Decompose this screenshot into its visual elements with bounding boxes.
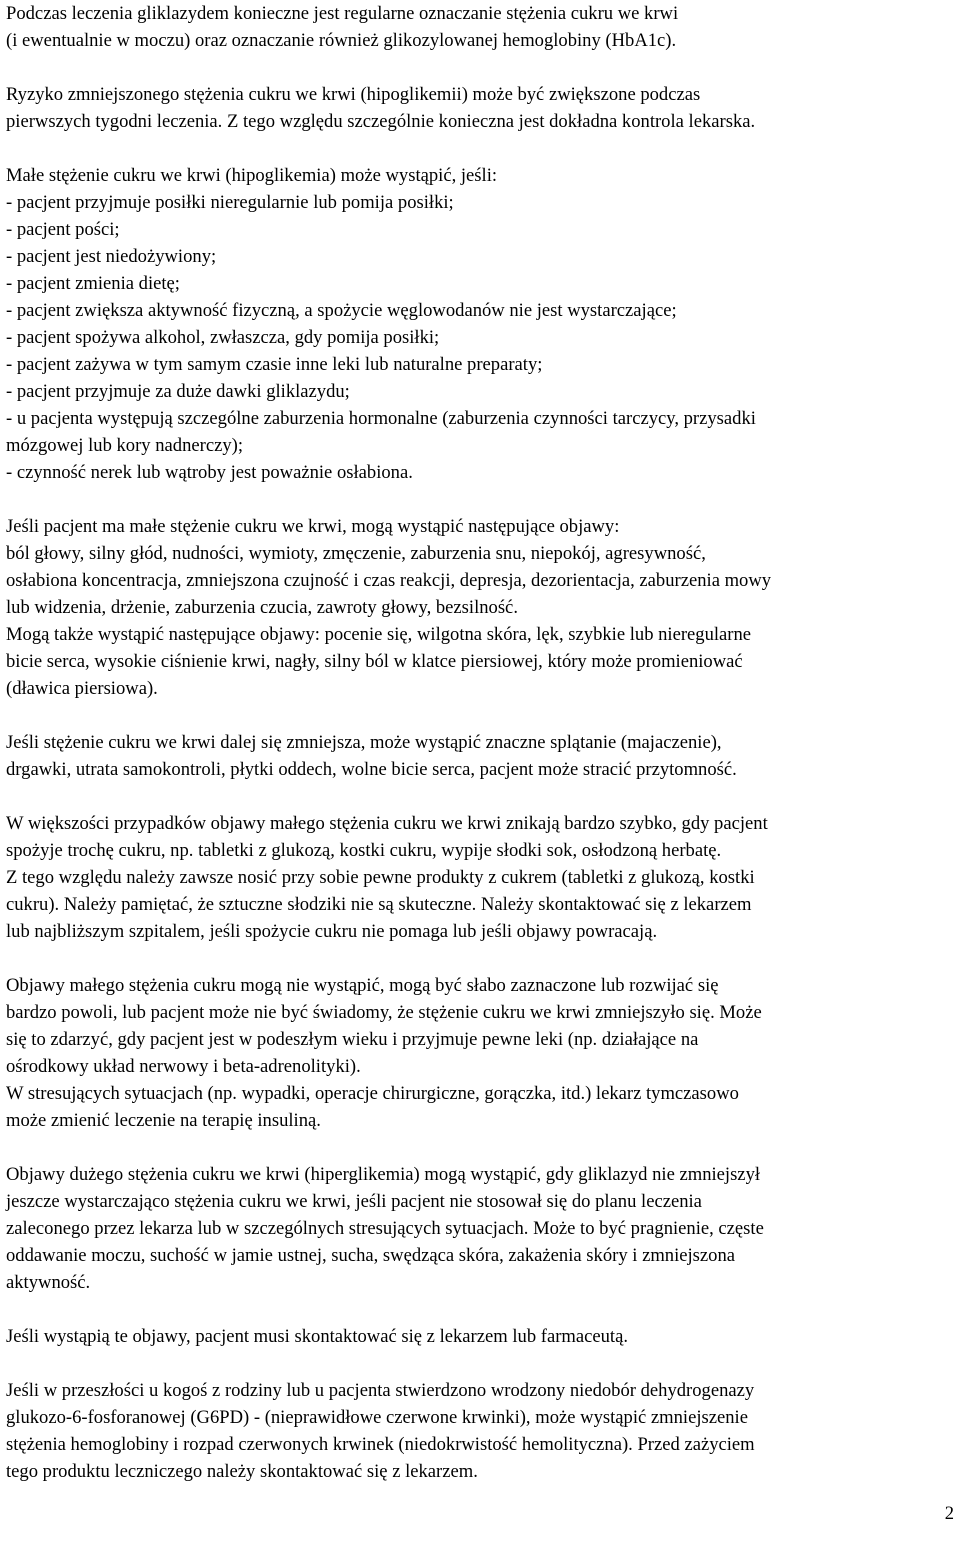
paragraph bbox=[6, 1323, 954, 1350]
text-line: może zmienić leczenie na terapię insuliną. bbox=[6, 1110, 321, 1131]
paragraph bbox=[6, 1377, 954, 1485]
text-line: stężenia hemoglobiny i rozpad czerwonych krwinek (niedokrwistość hemolityczna). Przed zażyciem bbox=[6, 1434, 755, 1455]
text-line: lub najbliższym szpitalem, jeśli spożycie cukru nie pomaga lub jeśli objawy powracają. bbox=[6, 921, 658, 942]
text-line: osłabiona koncentracja, zmniejszona czujność i czas reakcji, depresja, dezorientacja, zaburzenia mowy bbox=[6, 570, 772, 591]
text-line: Jeśli wystąpią te objawy, pacjent musi skontaktować się z lekarzem lub farmaceutą. bbox=[6, 1326, 628, 1347]
paragraph bbox=[6, 729, 954, 783]
paragraph bbox=[6, 0, 954, 54]
text-line: W stresujących sytuacjach (np. wypadki, operacje chirurgiczne, gorączka, itd.) lekarz tymczasowo bbox=[6, 1083, 739, 1104]
text-line: W większości przypadków objawy małego stężenia cukru we krwi znikają bardzo szybko, gdy pacjent bbox=[6, 813, 768, 834]
text-line: bicie serca, wysokie ciśnienie krwi, nagły, silny ból w klatce piersiowej, który może promieniować bbox=[6, 651, 743, 672]
text-line: - pacjent pości; bbox=[6, 219, 120, 240]
paragraph bbox=[6, 810, 954, 945]
text-line: (i ewentualnie w moczu) oraz oznaczanie również glikozylowanej hemoglobiny (HbA1c). bbox=[6, 30, 677, 51]
paragraph bbox=[6, 162, 954, 486]
text-line: - pacjent przyjmuje za duże dawki gliklazydu; bbox=[6, 381, 350, 402]
text-line: Jeśli stężenie cukru we krwi dalej się zmniejsza, może wystąpić znaczne splątanie (majaczenie), bbox=[6, 732, 722, 753]
paragraph bbox=[6, 513, 954, 702]
text-line: - pacjent przyjmuje posiłki nieregularnie lub pomija posiłki; bbox=[6, 192, 454, 213]
text-line: Z tego względu należy zawsze nosić przy sobie pewne produkty z cukrem (tabletki z glukozą, kostki bbox=[6, 867, 755, 888]
paragraph bbox=[6, 81, 954, 135]
text-line: oddawanie moczu, suchość w jamie ustnej, sucha, swędząca skóra, zakażenia skóry i zmniejszona bbox=[6, 1245, 736, 1266]
text-line: zaleconego przez lekarza lub w szczególnych stresujących sytuacjach. Może to być pragnienie, częste bbox=[6, 1218, 764, 1239]
document-page bbox=[6, 0, 954, 1512]
text-line: cukru). Należy pamiętać, że sztuczne słodziki nie są skuteczne. Należy skontaktować się z lekarzem bbox=[6, 894, 752, 915]
text-line: jeszcze wystarczająco stężenia cukru we krwi, jeśli pacjent nie stosował się do planu leczenia bbox=[6, 1191, 702, 1212]
paragraph bbox=[6, 1161, 954, 1296]
text-line: Ryzyko zmniejszonego stężenia cukru we krwi (hipoglikemii) może być zwiększone podczas bbox=[6, 84, 701, 105]
text-line: Jeśli pacjent ma małe stężenie cukru we krwi, mogą wystąpić następujące objawy: bbox=[6, 516, 620, 537]
paragraph bbox=[6, 972, 954, 1134]
text-line: spożyje trochę cukru, np. tabletki z glukozą, kostki cukru, wypije słodki sok, osłodzoną herbatę. bbox=[6, 840, 722, 861]
text-line: Małe stężenie cukru we krwi (hipoglikemia) może wystąpić, jeśli: bbox=[6, 165, 498, 186]
text-line: ośrodkowy układ nerwowy i beta-adrenolityki). bbox=[6, 1056, 361, 1077]
text-line: (dławica piersiowa). bbox=[6, 678, 158, 699]
text-line: aktywność. bbox=[6, 1272, 91, 1293]
text-line: - pacjent jest niedożywiony; bbox=[6, 246, 217, 267]
text-line: - u pacjenta występują szczególne zaburzenia hormonalne (zaburzenia czynności tarczycy, przysadki bbox=[6, 408, 756, 429]
text-line: - pacjent zwiększa aktywność fizyczną, a spożycie węglowodanów nie jest wystarczające; bbox=[6, 300, 677, 321]
text-line: Mogą także wystąpić następujące objawy: pocenie się, wilgotna skóra, lęk, szybkie lub nieregularne bbox=[6, 624, 752, 645]
text-line: się to zdarzyć, gdy pacjent jest w podeszłym wieku i przyjmuje pewne leki (np. działające na bbox=[6, 1029, 699, 1050]
text-line: lub widzenia, drżenie, zaburzenia czucia, zawroty głowy, bezsilność. bbox=[6, 597, 518, 618]
text-line: - pacjent zażywa w tym samym czasie inne leki lub naturalne preparaty; bbox=[6, 354, 543, 375]
text-line: bardzo powoli, lub pacjent może nie być świadomy, że stężenie cukru we krwi zmniejszyło się. Może bbox=[6, 1002, 762, 1023]
text-line: mózgowej lub kory nadnerczy); bbox=[6, 435, 243, 456]
text-line: - czynność nerek lub wątroby jest poważnie osłabiona. bbox=[6, 462, 413, 483]
text-line: glukozo-6-fosforanowej (G6PD) - (nieprawidłowe czerwone krwinki), może wystąpić zmniejszenie bbox=[6, 1407, 748, 1428]
text-line: Objawy dużego stężenia cukru we krwi (hiperglikemia) mogą wystąpić, gdy gliklazyd nie zmniejszył bbox=[6, 1164, 761, 1185]
text-line: ból głowy, silny głód, nudności, wymioty, zmęczenie, zaburzenia snu, niepokój, agresywność, bbox=[6, 543, 706, 564]
text-line: tego produktu leczniczego należy skontaktować się z lekarzem. bbox=[6, 1461, 478, 1482]
text-line: - pacjent zmienia dietę; bbox=[6, 273, 180, 294]
text-line: Jeśli w przeszłości u kogoś z rodziny lub u pacjenta stwierdzono wrodzony niedobór dehydrogenazy bbox=[6, 1380, 755, 1401]
page-number: 2 bbox=[944, 1503, 954, 1524]
text-line: Objawy małego stężenia cukru mogą nie wystąpić, mogą być słabo zaznaczone lub rozwijać się bbox=[6, 975, 719, 996]
text-line: drgawki, utrata samokontroli, płytki oddech, wolne bicie serca, pacjent może stracić przytomność. bbox=[6, 759, 737, 780]
text-line: pierwszych tygodni leczenia. Z tego względu szczególnie konieczna jest dokładna kontrola lekarska. bbox=[6, 111, 756, 132]
text-line: Podczas leczenia gliklazydem konieczne jest regularne oznaczanie stężenia cukru we krwi bbox=[6, 3, 679, 24]
text-line: - pacjent spożywa alkohol, zwłaszcza, gdy pomija posiłki; bbox=[6, 327, 440, 348]
